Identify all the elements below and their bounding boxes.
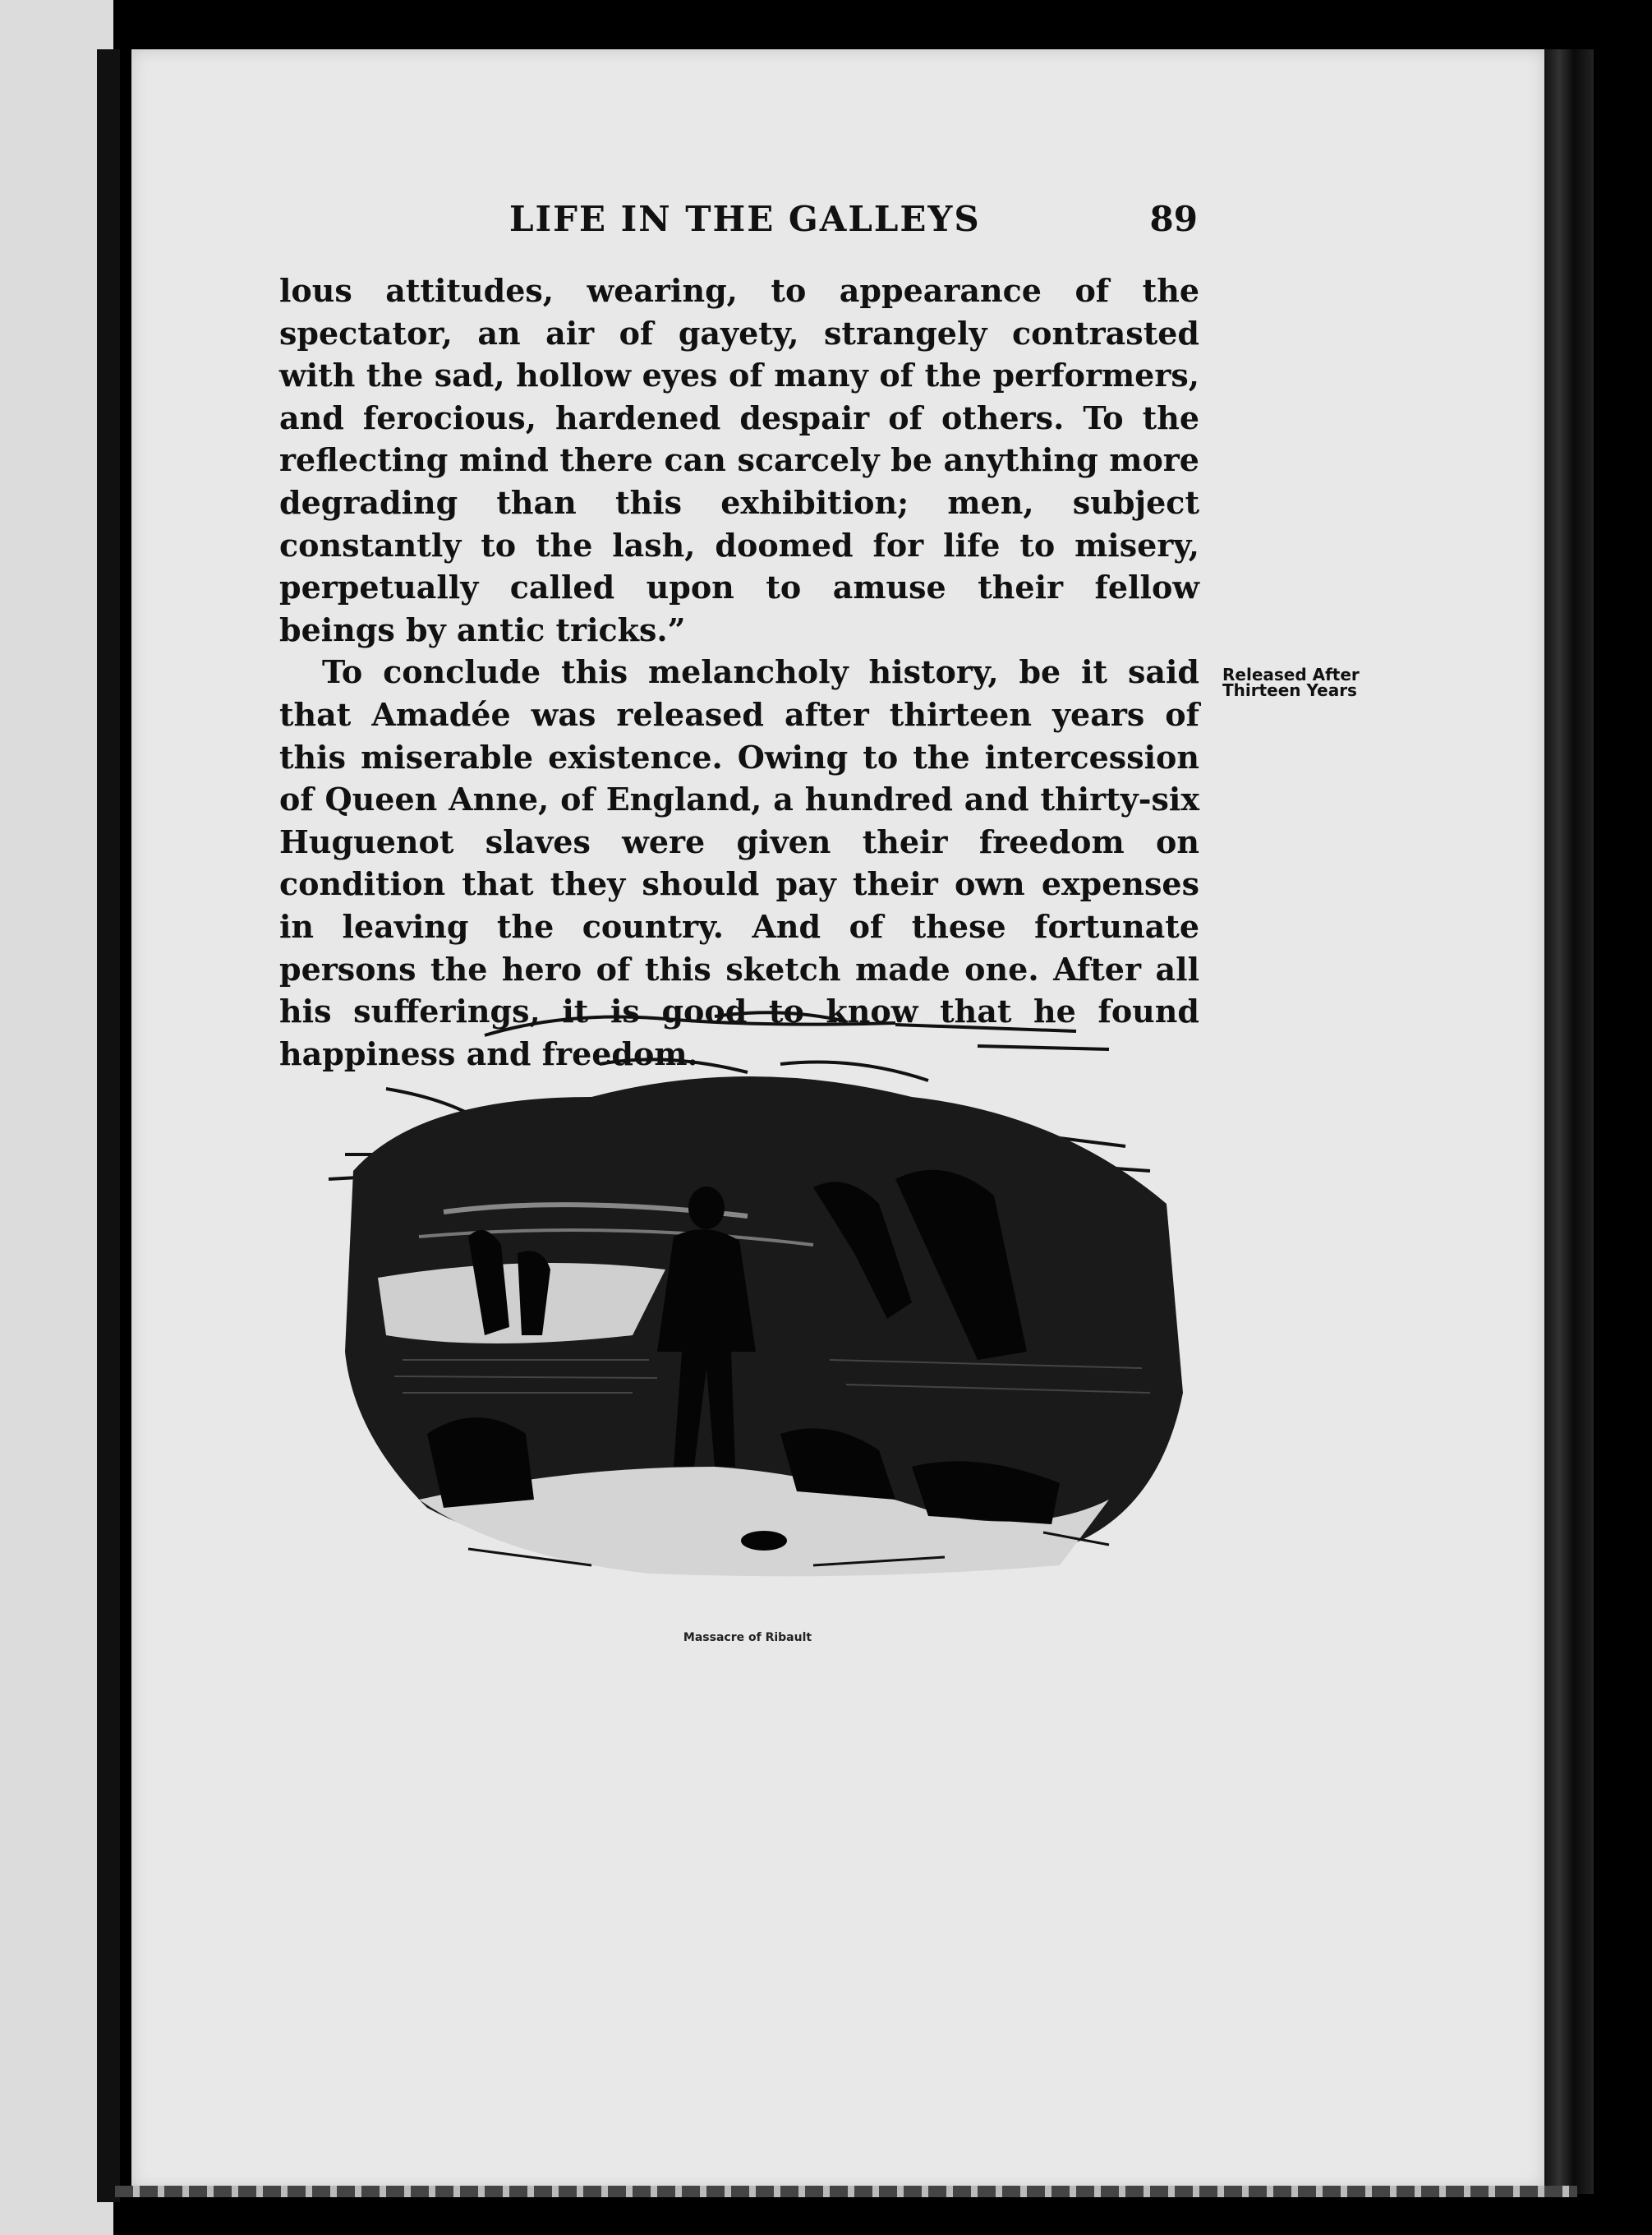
engraving-illustration [320, 1007, 1191, 1590]
page-edge-right [1544, 49, 1594, 2194]
body-text [279, 270, 1199, 1075]
illustration-caption: Massacre of Ribault [683, 1631, 812, 1644]
paragraph-1: lous attitudes, wearing, to appearance of the spectator, an air of gayety, strangely contrasted with the sad, hollow eyes of many of the performers, and ferocious, hardened despair of others. To the reflecting mind there can scarcely be anything more degrading than this exhibition; men, subject constantly to the lash, doomed for life to misery, perpetually called upon to amuse their fellow beings by antic tricks.” [279, 272, 1199, 648]
page-number: 89 [1149, 199, 1198, 239]
page-edge-bottom [115, 2186, 1577, 2197]
book-gutter [97, 49, 120, 2202]
margin-note: Released After Thirteen Years [1222, 665, 1360, 700]
running-head: LIFE IN THE GALLEYS [509, 199, 981, 239]
paragraph-2: To conclude this melancholy history, be it said that Amadée was released after thirteen years of this miserable existence. Owing to the intercession of Queen Anne, of England, a hundred and thirty-six Huguenot slaves were given their freedom on condition that they should pay their own expenses in leaving the country. And of these fortunate persons the hero of this sketch made one. After all his sufferings, it is good to know that he found happiness and freedom. [279, 653, 1199, 1072]
page-header [509, 199, 1199, 248]
